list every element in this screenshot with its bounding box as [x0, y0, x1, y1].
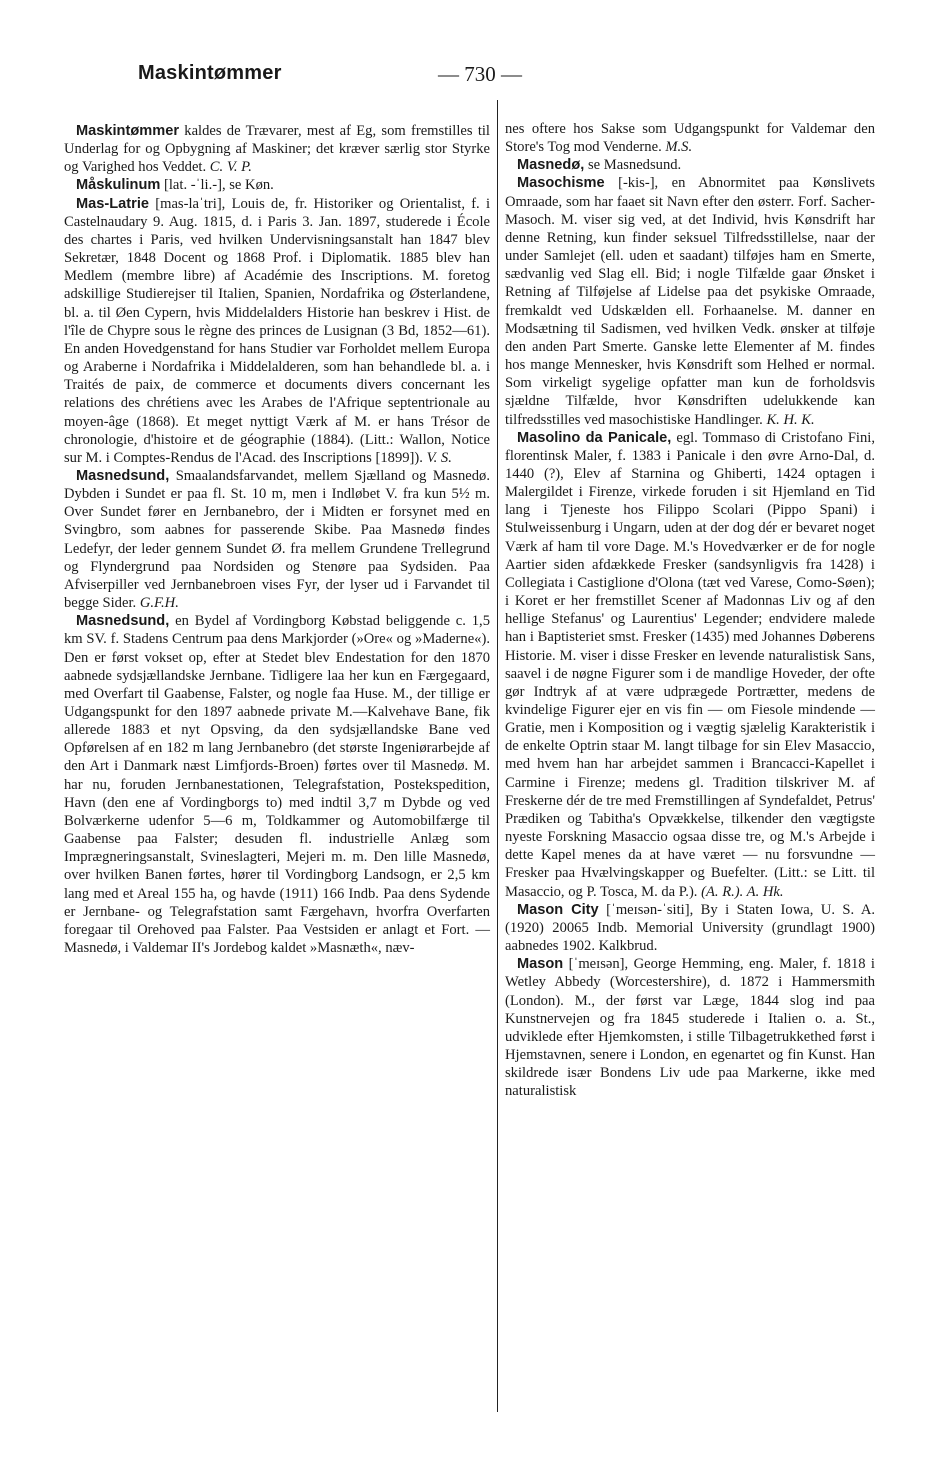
- entry-signature: M.S.: [665, 139, 693, 156]
- dictionary-entry: [64, 467, 490, 612]
- dictionary-entry-continued: [505, 120, 875, 156]
- entry-headword: Masochisme: [517, 175, 605, 192]
- entry-headword: Masnedsund,: [76, 467, 170, 484]
- entry-headword: Masolino da Panicale,: [517, 429, 672, 446]
- entry-signature: (A. R.). A. Hk.: [701, 883, 784, 900]
- column-divider: [497, 100, 498, 1412]
- entry-text: [lat. -ˈli.-], se Køn.: [164, 177, 274, 194]
- left-column: [64, 122, 490, 957]
- entry-signature: V. S.: [426, 449, 452, 466]
- dictionary-entry: [505, 429, 875, 901]
- entry-text: [mas-laˈtri], Louis de, fr. Historiker og Orientalist, f. i Castelnaudary 9. Aug. 1815, d. i Paris 3. Jan. 1897, studerede i École des chartes i Paris, ved hvilken Undervisningsanstalt han 1847 blev Sekretær, 1848 Docent og 1868 Prof. i Diplomatik. 1885 blev han Medlem (membre libre) af Académie des Inscriptions. M. foretog adskillige Studierejser til Italien, Spanien, Nordafrika og Østerlandene, bl. a. til Øen Cypern, hvis Middelalders Historie han beskrev i Hist. de l'île de Chypre sous le règne des princes de Lusignan (3 Bd, 1852—61). En anden Hovedgenstand for hans Studier var Forholdet mellem Europa og Araberne i Nordafrika i Middelalderen, som han behandlede bl. a. i Traités de paix, de commerce et documents divers concernant les relations des chrétiens avec les Arabes de l'Afrique septentrionale au moyen-âge (1868). Et meget nyttigt Værk af M. er hans Trésor de chronologie, d'histoire et de géographie (1884). (Litt.: Wallon, Notice sur M. i Comptes-Rendus de l'Acad. des Inscriptions [1899]).: [64, 195, 490, 466]
- entry-headword: Måskulinum: [76, 177, 161, 194]
- entry-signature: G.F.H.: [139, 595, 179, 612]
- dictionary-entry: [64, 176, 490, 194]
- entry-headword: Maskintømmer: [76, 123, 179, 139]
- entry-text: Smaalandsfarvandet, mellem Sjælland og Masnedø. Dybden i Sundet er paa fl. St. 10 m, men i Indløbet V. fra kun 5½ m. Over Sundet fører en Jernbanebro, der i Midten er forsynet med en Svingbro, som aabnes for passerende Skibe. Paa Masnedø findes Ledefyr, der leder gennem Sundet Ø. fra mellem Grundene Trellegrund og Flyndergrund paa Nordsiden og Stenøre paa Sydsiden. Paa Afviserpiller ved Jernbanebroen vises Fyr, der lyser ud i Farvandet til begge Sider.: [64, 467, 490, 612]
- entry-headword: Mason: [517, 956, 564, 973]
- dictionary-entry: [64, 195, 490, 467]
- right-column: [505, 120, 875, 1100]
- entry-text: en Bydel af Vordingborg Købstad beliggende c. 1,5 km SV. f. Stadens Centrum paa dens Markjorder (»Ore« og »Maderne«). Den er først vokset op, efter at Stedet blev Endestation for den 1870 aabnede sydsjællandske Jernbane. Tidligere laa her kun en Færgegaard, med Overfart til Gaabense, Falster, og nogle faa Huse. M., der tillige er Udgangspunkt for den 1897 aabnede private M.—Kalvehave Bane, fik allerede 1883 et nyt Opsving, da den sydsjællandske Bane ved Opførelsen af en 182 m lang Jernbanebro (det største Ingeniørarbejde af den Art i Danmark næst Limfjords-Broen) førtes over til Masnedø. M. har nu, foruden Jernbanestationen, Telegrafstation, Postekspedition, Havn (den ene af Vordingborgs to) med indtil 3,7 m Dybde og ved Bolværkerne udenfor 5—6 m, Toldkammer og Automobilfærge til Gaabense paa Falster; desuden fl. industrielle Anlæg som Imprægneringsanstalt, Svineslagteri, Mejeri m. m. Den lille Masnedø, over hvilken Banen førtes, hører til Vordingborg Landsogn, er 2,5 km lang med et Areal 155 ha, og havde (1911) 166 Indb. Paa dens Sydende er Jernbane- og Telegrafstation samt Færgehavn, hvorfra Overfarten foregaar til Orehoved paa Falster. Paa Vestsiden er anlagt et Fort. — Masnedø, i Valdemar II's Jordebog kaldet »Masnæth«, næv-: [64, 613, 490, 957]
- entry-text: [ˈmeɪsən-ˈsiti], By i Staten Iowa, U. S. A. (1920) 20065 Indb. Memorial University (grundlagt 1900) aabnedes 1902. Kalkbrud.: [505, 901, 876, 955]
- entry-headword: Masnedsund,: [76, 613, 170, 630]
- entry-headword: Mas-Latrie: [76, 195, 149, 212]
- entry-signature: C. V. P.: [209, 159, 252, 176]
- entry-text: nes oftere hos Sakse som Udgangspunkt for Valdemar den Store's Tog mod Venderne.: [505, 121, 875, 156]
- entry-text: egl. Tommaso di Cristofano Fini, florentinsk Maler, f. 1383 i Panicale i den øvre Arno-Dal, d. 1440 (?), Elev af Starnina og Ghiberti, 1424 optagen i Malergildet i Firenze, virkede foruden i sit Hjemland en Tid lang i Tjeneste hos Filippo Scolari (Pippo Spani) i Stulweissenburg i Ungarn, uden at der dog dér er bevaret noget Værk af ham til vore Dage. M.'s Hovedværker er de for nogle Aartier siden afdækkede Fresker (sandsynligvis fra 1428) i Collegiata i Castiglione d'Olona (tæt ved Varese, Como-Søen); i Koret er her fremstillet Scener af Madonnas Liv og af den hellige Stefanus' og Laurentius' Legender; endvidere malede han i Baptisteriet smst. Fresker (1435) med Johannes Døberens Historie. M. viser i disse Fresker en levende naturalistisk Sans, saavel i de nøgne Figurer som i de mandlige Hoveder, der ofte gør Indtryk af at være udprægede Portrætter, medens de kvindelige Figurer ejer en vis fin — om Fiesole mindende — Gratie, men i Komposition og i vægtig sjælelig Karakteristik i de enkelte Optrin staar M. langt tilbage for sin Elev Masaccio, med hvem han har arbejdet sammen i Brancacci-Kapellet i Carmine i Firenze; medens gl. Tradition tilskriver M. af Freskerne dér de tre med Fremstillingen af Syndefaldet, Petrus' Prædiken og Tabitha's Opvækkelse, tilkender den vægtigste nyeste Forskning Masaccio ogsaa disse tre, og M.'s Arbejde i dette Kapel menes da at have været — nu forsvundne — Fresker paa Hvælvingskapper og Buefelter. (Litt.: se Litt. til Masaccio, og P. Tosca, M. da P.).: [505, 429, 875, 900]
- running-head: Maskintømmer: [138, 62, 282, 84]
- page-header: [138, 62, 878, 92]
- entry-text: [ˈmeɪsən], George Hemming, eng. Maler, f. 1818 i Wetley Abbedy (Worcestershire), d. 1872 i Hammersmith (London). M., der først var Læge, 1844 slog ind paa Kunstnervejen og fra 1845 studerede i Italien o. a. St., udviklede efter Hjemkomsten, i stille Tilbagetrukkethed først i Hjemstavnen, senere i London, en egenartet og fin Kunst. Han skildrede især Bondens Liv ude paa Markerne, ikke med naturalistisk: [505, 956, 875, 1100]
- entry-text: [-kis-], en Abnormitet paa Kønslivets Omraade, som har faaet sit Navn efter den østerr. Forf. Sacher-Masoch. M. viser sig ved, at det Individ, hvis Kønsdrift har denne Retning, kun finder seksuel Tilfredsstillelse, naar der under Samlejet (ell. uden et saadant) tilføjes ham en Smerte, sædvanlig ved Slag ell. Bid; i nogle Tilfælde gaar Ønsket i Retning af Tilføjelse af Lidelse paa det psykiske Omraade, fremkaldt ved Udskælden ell. Forhaanelse. M. danner en Modsætning til Sadismen, ved hvilken Vedk. ønsker at tilføje den anden Part Smerte. Ganske lette Elementer af M. findes hos mange Mennesker, hvis Kønsdrift som Helhed er normal. Som virkeligt sygelige opfatter man kun de forholdsvis sjældne Tilfælde, hvor Kønsdriften udelukkende kan tilfredsstilles ved masochistiske Handlinger.: [505, 175, 875, 428]
- entry-text: kaldes de Trævarer, mest af Eg, som fremstilles til Underlag for og Opbygning af Maskiner; det kræver særlig stor Styrke og Varighed hos Veddet.: [64, 123, 490, 176]
- dictionary-entry: [64, 122, 490, 176]
- page-number: — 730 —: [438, 62, 522, 86]
- entry-text: se Masnedsund.: [587, 157, 682, 174]
- entry-headword: Masnedø,: [517, 157, 585, 174]
- dictionary-entry: [64, 612, 490, 957]
- dictionary-entry: [505, 955, 875, 1100]
- dictionary-entry: [505, 901, 875, 955]
- dictionary-entry: [505, 156, 875, 174]
- entry-headword: Mason City: [517, 901, 599, 918]
- entry-signature: K. H. K.: [766, 411, 815, 428]
- dictionary-entry: [505, 174, 875, 428]
